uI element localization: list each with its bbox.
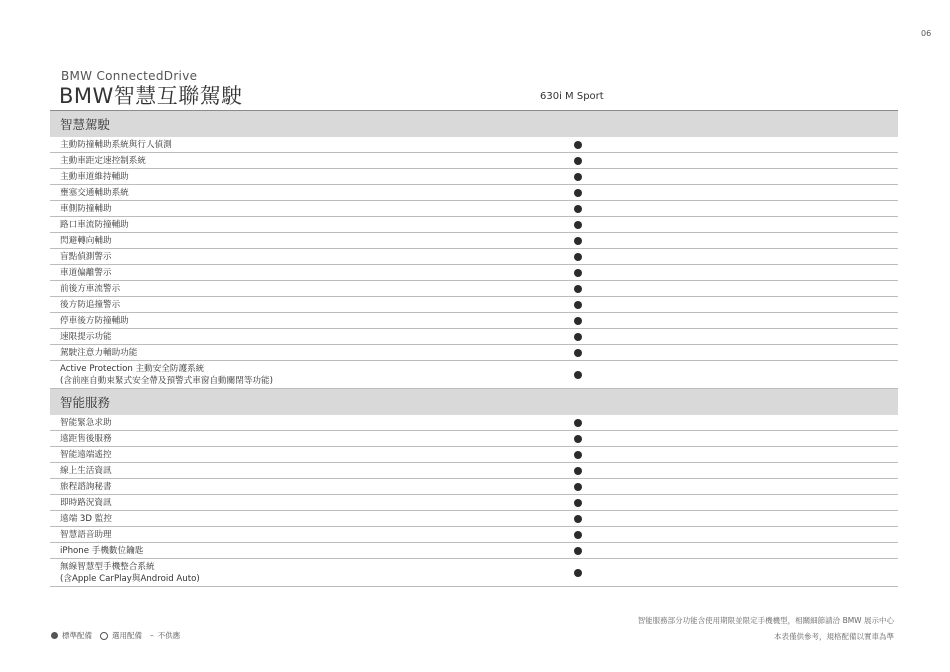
- spec-label: [50, 171, 129, 183]
- standard-dot-icon: [574, 253, 582, 261]
- spec-row: [50, 559, 898, 587]
- spec-label: [50, 561, 200, 585]
- spec-row: [50, 543, 898, 559]
- spec-row: [50, 297, 898, 313]
- spec-label-line: 主動防撞輔助系統與行人偵測: [60, 139, 172, 150]
- spec-label: [50, 203, 112, 215]
- spec-row: [50, 361, 898, 389]
- spec-label: [50, 481, 112, 493]
- spec-label: [50, 315, 129, 327]
- spec-row: [50, 447, 898, 463]
- spec-row: [50, 249, 898, 265]
- spec-row: [50, 217, 898, 233]
- spec-label-line: 線上生活資訊: [60, 465, 112, 476]
- page-title: BMW智慧互聯駕駛: [59, 84, 243, 108]
- spec-label: [50, 251, 112, 263]
- spec-label-line: 駕駛注意力輔助功能: [60, 347, 138, 358]
- standard-dot-icon: [574, 141, 582, 149]
- optional-circle-icon: [100, 632, 108, 640]
- spec-label: [50, 267, 112, 279]
- legend-optional: 選用配備: [112, 631, 142, 640]
- spec-row: [50, 313, 898, 329]
- spec-label: [50, 363, 273, 387]
- standard-dot-icon: [574, 499, 582, 507]
- spec-label: [50, 497, 112, 509]
- spec-row: [50, 511, 898, 527]
- spec-label-line: 智能緊急求助: [60, 417, 112, 428]
- spec-row: [50, 265, 898, 281]
- spec-label-line: 速限提示功能: [60, 331, 112, 342]
- section-header: 智能服務: [50, 389, 898, 415]
- spec-label: [50, 331, 112, 343]
- spec-label: [50, 219, 129, 231]
- spec-label-line: 遠端 3D 監控: [60, 513, 112, 524]
- standard-dot-icon: [574, 317, 582, 325]
- footer-note-services: 智能服務部分功能含使用期限並限定手機機型，相關細節請洽 BMW 展示中心: [637, 616, 894, 625]
- standard-dot-icon: [574, 237, 582, 245]
- spec-label-line: 車道偏離警示: [60, 267, 112, 278]
- standard-dot-icon: [574, 205, 582, 213]
- standard-dot-icon: [574, 157, 582, 165]
- spec-label-note: (含前座自動束緊式安全帶及預警式車窗自動關閉等功能): [60, 375, 273, 386]
- spec-label: [50, 465, 112, 477]
- spec-label-note: (含Apple CarPlay與Android Auto): [60, 573, 200, 584]
- standard-dot-icon: [574, 547, 582, 555]
- legend-standard: 標準配備: [62, 631, 92, 640]
- standard-dot-icon: [574, 189, 582, 197]
- spec-label-line: 路口車流防撞輔助: [60, 219, 129, 230]
- spec-table: [50, 111, 898, 587]
- standard-dot-icon: [574, 419, 582, 427]
- spec-label: [50, 433, 112, 445]
- legend-not-available: 不供應: [157, 631, 181, 640]
- spec-label: [50, 545, 143, 557]
- spec-label-line: 後方防追撞警示: [60, 299, 121, 310]
- standard-dot-icon: [574, 349, 582, 357]
- spec-label: [50, 155, 146, 167]
- spec-label-line: 即時路況資訊: [60, 497, 112, 508]
- spec-label: [50, 417, 112, 429]
- spec-label: [50, 529, 112, 541]
- spec-label: [50, 139, 172, 151]
- spec-label-line: 前後方車流警示: [60, 283, 121, 294]
- standard-dot-icon: [574, 301, 582, 309]
- spec-row: [50, 169, 898, 185]
- standard-dot-icon: [51, 632, 58, 639]
- spec-label: [50, 299, 120, 311]
- spec-label-line: 車側防撞輔助: [60, 203, 112, 214]
- standard-dot-icon: [574, 371, 582, 379]
- spec-label: [50, 235, 112, 247]
- standard-dot-icon: [574, 483, 582, 491]
- standard-dot-icon: [574, 467, 582, 475]
- spec-label-line: Active Protection 主動安全防護系統: [60, 363, 205, 374]
- standard-dot-icon: [574, 435, 582, 443]
- spec-label: [50, 187, 129, 199]
- section-header: 智慧駕駛: [50, 111, 898, 137]
- legend: [51, 630, 180, 641]
- spec-row: [50, 281, 898, 297]
- standard-dot-icon: [574, 333, 582, 341]
- spec-label-line: iPhone 手機數位鑰匙: [60, 545, 144, 556]
- spec-row: [50, 201, 898, 217]
- standard-dot-icon: [574, 221, 582, 229]
- spec-label-line: 壅塞交通輔助系統: [60, 187, 129, 198]
- spec-row: [50, 153, 898, 169]
- spec-label-line: 停車後方防撞輔助: [60, 315, 129, 326]
- spec-label-line: 閃避轉向輔助: [60, 235, 112, 246]
- standard-dot-icon: [574, 569, 582, 577]
- page-subtitle: BMW ConnectedDrive: [61, 69, 198, 83]
- spec-row: [50, 233, 898, 249]
- standard-dot-icon: [574, 531, 582, 539]
- spec-label-line: 遠距售後服務: [60, 433, 112, 444]
- spec-row: [50, 329, 898, 345]
- spec-row: [50, 495, 898, 511]
- spec-label-line: 旅程諮詢秘書: [60, 481, 112, 492]
- spec-row: [50, 479, 898, 495]
- spec-label-line: 智能遠端遙控: [60, 449, 112, 460]
- spec-row: [50, 527, 898, 543]
- spec-row: [50, 463, 898, 479]
- spec-label-line: 主動車道維持輔助: [60, 171, 129, 182]
- spec-label-line: 無線智慧型手機整合系統: [60, 561, 155, 572]
- spec-label: [50, 449, 112, 461]
- standard-dot-icon: [574, 269, 582, 277]
- spec-label-line: 盲點偵測警示: [60, 251, 112, 262]
- spec-row: [50, 185, 898, 201]
- spec-label: [50, 347, 137, 359]
- spec-label-line: 智慧語音助理: [60, 529, 112, 540]
- page-number: 06: [921, 29, 932, 38]
- spec-label: [50, 283, 120, 295]
- legend-dash: –: [150, 631, 154, 640]
- standard-dot-icon: [574, 451, 582, 459]
- spec-label-line: 主動車距定速控制系統: [60, 155, 146, 166]
- spec-row: [50, 431, 898, 447]
- standard-dot-icon: [574, 285, 582, 293]
- standard-dot-icon: [574, 515, 582, 523]
- standard-dot-icon: [574, 173, 582, 181]
- footer-note-disclaimer: 本表僅供參考，規格配備以實車為準: [774, 632, 894, 641]
- spec-label: [50, 513, 112, 525]
- spec-row: [50, 137, 898, 153]
- spec-row: [50, 415, 898, 431]
- spec-row: [50, 345, 898, 361]
- model-column-header: 630i M Sport: [540, 91, 604, 102]
